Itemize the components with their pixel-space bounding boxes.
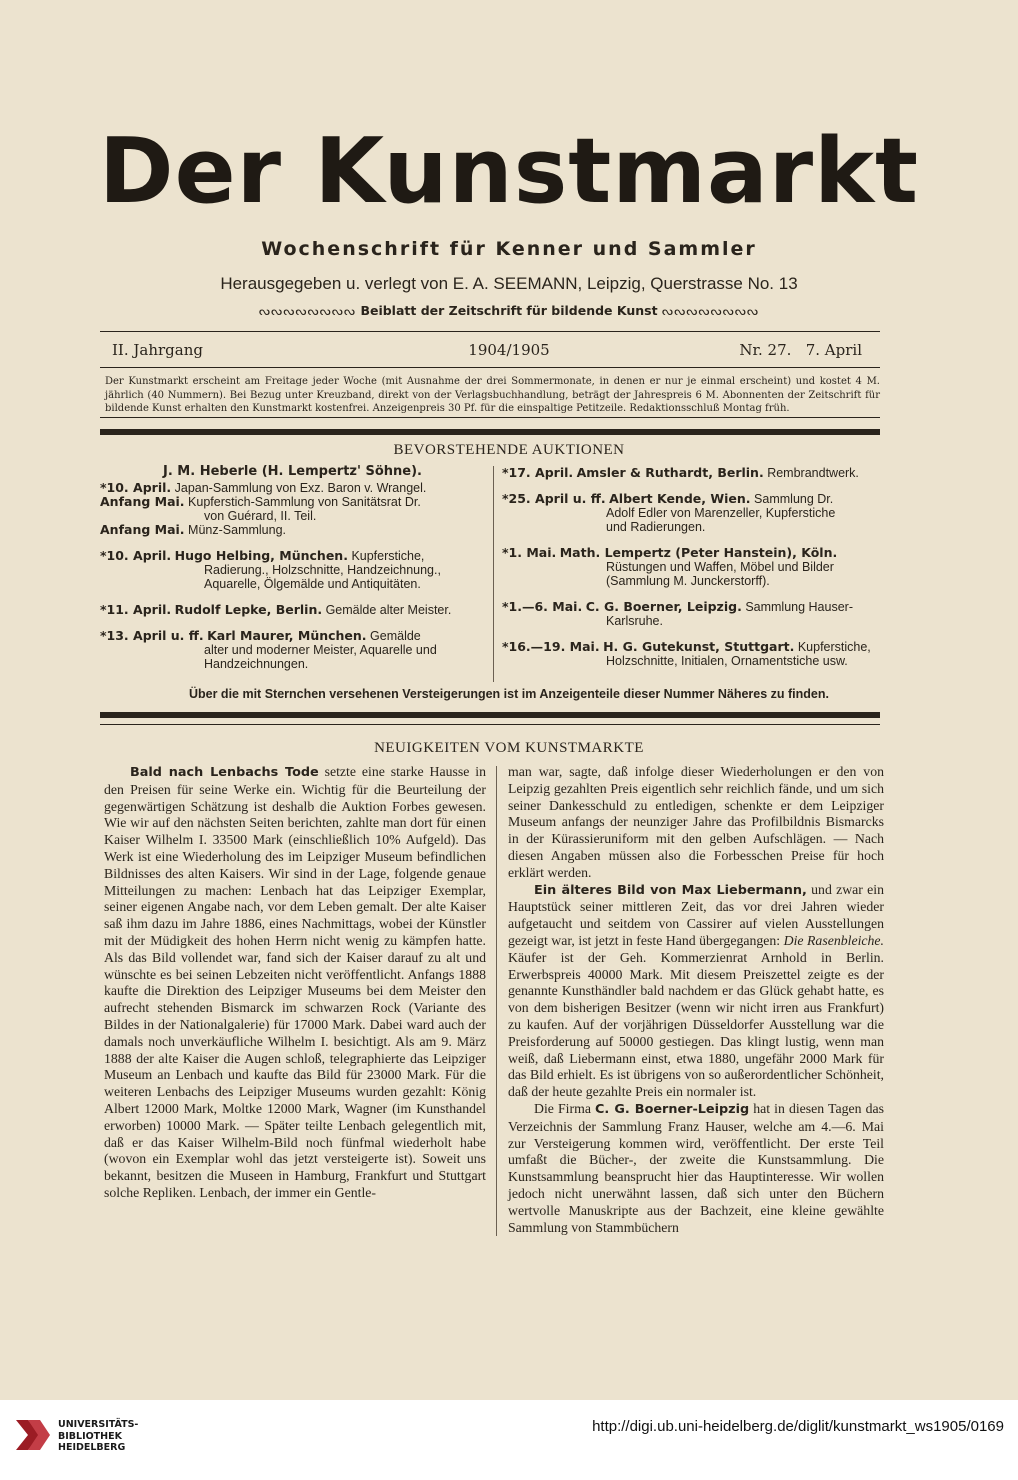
beiblatt-text: Beiblatt der Zeitschrift für bildende Kunst: [360, 303, 658, 318]
masthead-subtitle: Wochenschrift für Kenner und Sammler: [261, 238, 757, 260]
auction-entry: *1.—6. Mai. C. G. Boerner, Leipzig. Sammlung Hauser-: [502, 599, 853, 614]
news-lead-liebermann: Ein älteres Bild von Max Liebermann,: [534, 882, 807, 898]
auction-entry: *13. April u. ff. Karl Maurer, München. Gemälde: [100, 628, 421, 643]
news-right-column: man war, sagte, daß infolge dieser Wiederholungen er den von Leipzig gezahlten Preis eigentlich sehr reichlich fände, und um sich seiner Dankesschuld zu entledigen, schenkte er dem Leipziger Museum anfangs der neunziger Jahre das Profilbildnis Bismarcks in der Kürassieruniform mit den gelben Aufschlägen. — Nach diesen Angaben müssen also die Forbesschen Preise für hoch erklärt werden. Ein älteres Bild von Max Liebermann, und zwar ein Hauptstück seiner mittleren Zeit, das vor drei Jahren wieder aufgetaucht und seitdem von Cassirer auf vielen Ausstellungen gezeigt war, ist jetzt in feste Hand übergegangen: Die Rasenbleiche. Käufer ist der Geh. Kommerzienrat Arnhold in Berlin. Erwerbspreis 40000 Mark. Mit diesem Preiszettel zeigte es der genannte Kunsthändler bald nachdem er das Glück gehabt hatte, es von dem bisherigen Besitzer (wenn wir nicht irren aus Frankfurt) zu kaufen. Auf der vorjährigen Düsseldorfer Ausstellung war die Preisforderung auf 50000 gestiegen. Das klingt lustig, wenn man weiß, daß Liebermann einst, etwa 1880, ungefähr 2000 Mark für das Bild erhielt. Es ist übrigens von so außerordentlicher Schönheit, daß der heute gezahlte Preis ein normaler ist. Die Firma C. G. Boerner-Leipzig hat in diesen Tagen das Verzeichnis der Sammlung Franz Hauser, welche am 4.—6. Mai zur Versteigerung kommen wird, veröffentlicht. Der erste Teil umfaßt die Bücher-, der zweite die Kunstsammlung. Die Kunstsammlung beansprucht hier das Hauptinteresse. Wir wollen jedoch nicht unerwähnt lassen, daß sich unter den Büchern wertvolle Manuskripte aus der Bachzeit, eine kleine gewählte Sammlung von Stammbüchern: [508, 764, 885, 1235]
rule-thin-2: [100, 724, 880, 725]
library-logo-text: UNIVERSITÄTS- BIBLIOTHEK HEIDELBERG: [58, 1419, 139, 1453]
auctions-right-column: *17. April. Amsler & Ruthardt, Berlin. Rembrandtwerk. *25. April u. ff. Albert Kende, Wien. Sammlung Dr. Adolf Edler von Marenzeller, Kupferstiche und Radierungen. *1. Mai. Math. Lempertz (Peter Hanstein), Köln. Rüstungen und Waffen, Möbel und Bilder (Sammlung M. Junckerstorff). *1.—6. Mai. C. G. Boerner, Leipzig. Sammlung Hauser- Karlsruhe. *16.—19. Mai. H. G. Gutekunst, Stuttgart. Kupferstiche, Holzschnitte, Initialen, Ornamentstiche usw.: [502, 466, 882, 668]
auctions-left-column: J. M. Heberle (H. Lempertz' Söhne). *10. April. Japan-Sammlung von Exz. Baron v. Wrangel. Anfang Mai. Kupferstich-Sammlung von Sanitätsrat Dr. von Guérard, II. Teil. Anfang Mai. Münz-Sammlung. *10. April. Hugo Helbing, München. Kupferstiche, Radierung., Holzschnitte, Handzeichnung., Aquarelle, Ölgemälde und Antiquitäten. *11. April. Rudolf Lepke, Berlin. Gemälde alter Meister. *13. April u. ff. Karl Maurer, München. Gemälde alter und moderner Meister, Aquarelle und Handzeichnungen.: [100, 465, 485, 671]
thick-rule-1: [100, 429, 880, 435]
news-lead-lenbach: Bald nach Lenbachs Tode: [130, 765, 319, 780]
auction-house-heading: J. M. Heberle (H. Lempertz' Söhne).: [163, 464, 422, 479]
rule-top: [100, 331, 880, 332]
news-lead-boerner: C. G. Boerner-Leipzig: [595, 1101, 750, 1117]
publisher-line: Herausgegeben u. verlegt von E. A. SEEMANN, Leipzig, Querstrasse No. 13: [220, 274, 798, 293]
news-left-column: Bald nach Lenbachs Tode setzte eine starke Hausse in den Preisen für seine Werke ein. Wichtig für die Beurteilung der gegenwärtigen Schätzung ist deshalb die Auktion Forbes gewesen. Wie wir auf den nächsten Seiten berichten, zahlte man dort für einen Kaiser Wilhelm I. 33500 Mark (einschließlich 10% Aufgeld). Das Werk ist eine Wiederholung des im Leipziger Museum befindlichen Bildnisses des alten Kaisers. Wir sind in der Lage, folgende genaue Mitteilungen zu machen: Lenbach hat das Leipziger Exemplar, seiner eigenen Angabe nach, vor dem Leben gemalt. Der alte Kaiser saß ihm dazu im Jahre 1886, eines Nachmittags, wobei der Künstler mit der Müdigkeit des hohen Herrn nicht wenig zu kämpfen hatte. Als das Bild vollendet war, fand sich der Kaiser darauf zu alt und wünschte es bei seinen Lebzeiten nicht veröffentlicht. Anfangs 1888 kaufte die Direktion des Leipziger Museums bei dem Meister den aufrecht stehenden Bismarck im schwarzen Rock (Variante des Bildes in der Nationalgalerie) für 17000 Mark. Dabei ward auch der damals noch unverkäufliche Wilhelm I. besichtigt. Als am 9. März 1888 der alte Kaiser die Augen schloß, telegraphierte das Leipziger Museum an Lenbach und kaufte das Bild für 23000 Mark. Für die weiteren Lenbachs des Leipziger Museums wurden gezahlt: König Albert 12000 Mark, Moltke 12000 Mark, Wagner (im Kunsthandel erworben) 10000 Mark. — Später teilte Lenbach gelegentlich mit, daß er das Kaiser Wilhelm-Bild noch fünfmal wiederholt habe (wovon ein Exemplar wohl das jetzt versteigerte ist). Soweit uns bekannt, besitzen die Museen in Hamburg, Frankfurt und Stuttgart solche Repliken. Lenbach, der immer ein Gentle-: [104, 764, 486, 1200]
thick-rule-2: [100, 712, 880, 718]
auction-entry: Anfang Mai. Münz-Sammlung.: [100, 522, 286, 537]
auction-entry: *10. April. Japan-Sammlung von Exz. Baron v. Wrangel.: [100, 480, 427, 495]
beiblatt-line: [0, 303, 1018, 318]
auction-entry: *16.—19. Mai. H. G. Gutekunst, Stuttgart. Kupferstiche,: [502, 639, 871, 654]
auction-entry: *1. Mai. Math. Lempertz (Peter Hanstein), Köln.: [502, 545, 838, 560]
footer-bar: [0, 1400, 1018, 1480]
rule-info: [100, 417, 880, 418]
issue-number-date: Nr. 27. 7. April: [739, 341, 862, 359]
ornament-right: ᔓᔓᔓᔓᔓᔓᔓᔓ: [661, 303, 760, 318]
auction-entry: *10. April. Hugo Helbing, München. Kupferstiche,: [100, 548, 425, 563]
issue-volume: II. Jahrgang: [112, 341, 203, 359]
source-url-link[interactable]: http://digi.ub.uni-heidelberg.de/diglit/kunstmarkt_ws1905/0169: [592, 1418, 1004, 1435]
auctions-heading: BEVORSTEHENDE AUKTIONEN: [393, 442, 625, 458]
subscription-info: Der Kunstmarkt erscheint am Freitage jeder Woche (mit Ausnahme der drei Sommermonate, in denen er nur je einmal erscheint) und kostet 4 M. jährlich (40 Nummern). Bei Bezug unter Kreuzband, direkt von der Verlagsbuchhandlung, beträgt der Jahrespreis 6 M. Abonnenten der Zeitschrift für bildende Kunst erhalten den Kunstmarkt kostenfrei. Anzeigenpreis 30 Pf. für die einspaltige Petitzeile. Redaktionsschluß Montag früh.: [105, 376, 880, 414]
ornament-left: ᔓᔓᔓᔓᔓᔓᔓᔓ: [258, 303, 357, 318]
rule-issue: [100, 367, 880, 368]
news-heading: NEUIGKEITEN VOM KUNSTMARKTE: [374, 740, 644, 756]
auction-entry: *11. April. Rudolf Lepke, Berlin. Gemälde alter Meister.: [100, 602, 452, 617]
auctions-note: Über die mit Sternchen versehenen Versteigerungen ist im Anzeigenteile dieser Nummer Näheres zu finden.: [188, 687, 829, 701]
auction-entry: *25. April u. ff. Albert Kende, Wien. Sammlung Dr.: [502, 491, 834, 506]
issue-years: 1904/1905: [468, 341, 550, 359]
masthead-title: Der Kunstmarkt: [98, 119, 920, 224]
library-logo-icon: [14, 1416, 52, 1454]
auction-entry: *17. April. Amsler & Ruthardt, Berlin. Rembrandtwerk.: [502, 465, 859, 480]
auctions-column-divider: [493, 466, 494, 682]
news-column-divider: [496, 766, 497, 1236]
auction-entry: Anfang Mai. Kupferstich-Sammlung von Sanitätsrat Dr.: [100, 494, 421, 509]
